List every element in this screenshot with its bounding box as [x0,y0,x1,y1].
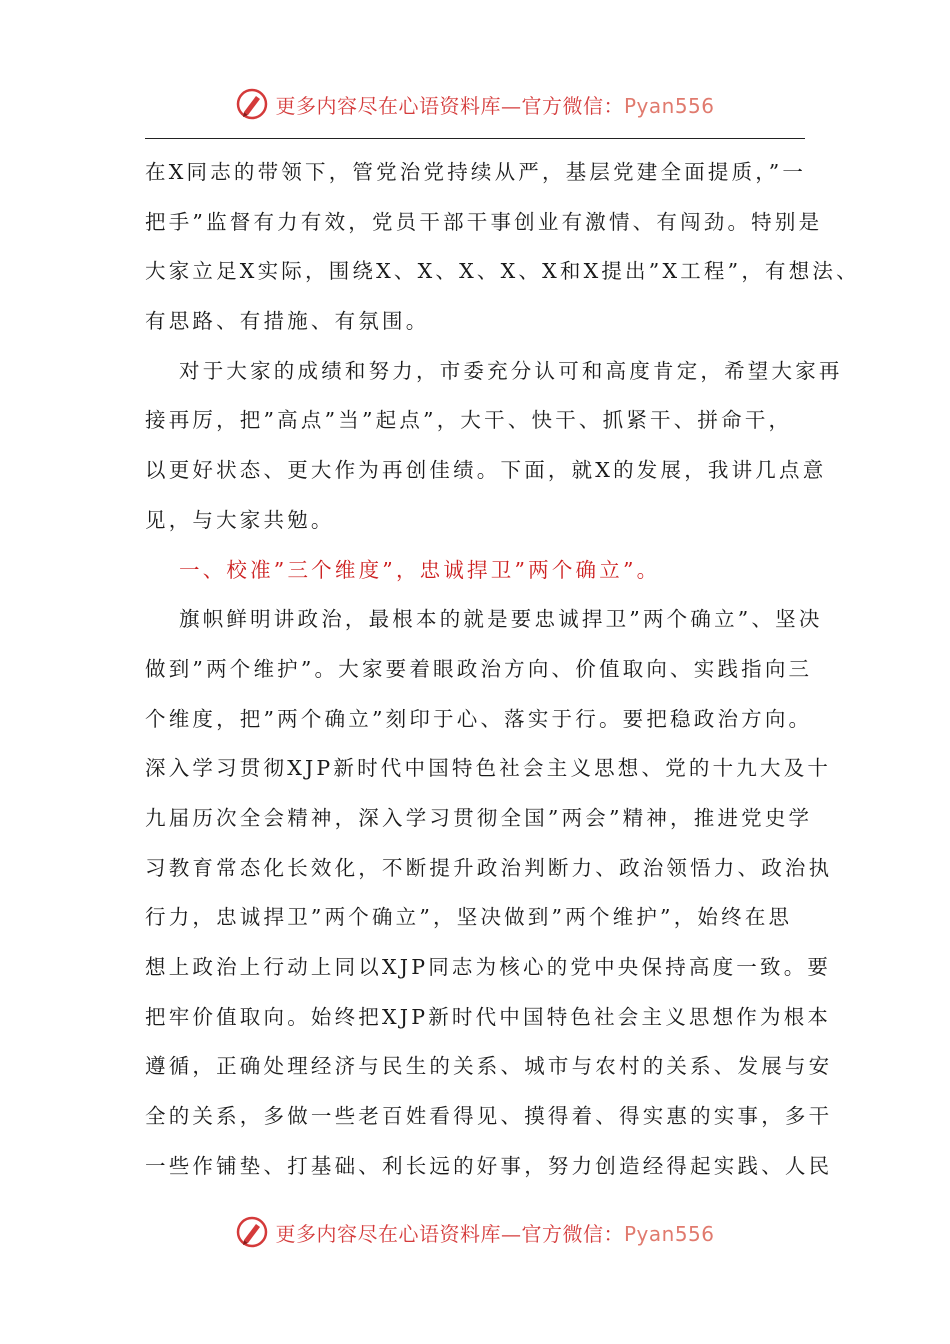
paragraph-line: 对于大家的成绩和努力，市委充分认可和高度肯定，希望大家再 [179,358,843,383]
paragraph-line: 一些作铺垫、打基础、利长远的好事，努力创造经得起实践、人民 [145,1153,833,1178]
paragraph-line: 以更好状态、更大作为再创佳绩。下面，就X的发展，我讲几点意 [145,458,827,483]
header-wechat-label: 官方微信： [521,93,624,118]
paragraph-line: 有思路、有措施、有氛围。 [145,309,430,334]
paragraph-line: 深入学习贯彻XJP新时代中国特色社会主义思想、党的十九大及十 [145,756,832,781]
pen-logo-icon [235,1215,269,1249]
pen-logo-icon [235,87,269,121]
paragraph-line: 想上政治上行动上同以XJP同志为核心的党中央保持高度一致。要 [145,955,832,979]
paragraph-line: 遵循，正确处理经济与民生的关系、城市与农村的关系、发展与安 [145,1054,833,1079]
footer-wechat-id: Pyan556 [623,1221,715,1246]
footer-banner [0,1210,950,1254]
footer-wechat-label: 官方微信： [521,1221,624,1246]
paragraph-line: 见，与大家共勉。 [145,507,335,532]
section-heading: 一、校准”三个维度”，忠诚捍卫”两个确立”。 [179,557,661,582]
header-wechat-id: Pyan556 [623,93,715,118]
paragraph-line: 把手”监督有力有效，党员干部干事创业有激情、有闯劲。特别是 [145,209,823,234]
header-dash: — [500,93,522,118]
paragraph-line: 做到”两个维护”。大家要着眼政治方向、价值取向、实践指向三 [145,656,813,681]
header-site-name: 更多内容尽在心语资料库 [275,93,501,118]
paragraph-line: 把牢价值取向。始终把XJP新时代中国特色社会主义思想作为根本 [145,1004,832,1029]
paragraph-line: 行力，忠诚捍卫”两个确立”，坚决做到”两个维护”，始终在思 [145,905,793,930]
header-banner [0,82,950,126]
paragraph-line: 全的关系，多做一些老百姓看得见、摸得着、得实惠的实事，多干 [145,1104,833,1129]
paragraph-line: 大家立足X实际，围绕X、X、X、X、X和X提出”X工程”，有想法、 [145,259,860,284]
paragraph-line: 九届历次全会精神，深入学习贯彻全国”两会”精神，推进党史学 [145,805,813,830]
paragraph-line: 个维度，把”两个确立”刻印于心、落实于行。要把稳政治方向。 [145,706,813,731]
footer-banner-text [275,1218,714,1247]
paragraph-line: 接再厉，把”高点”当”起点”，大干、快干、抓紧干、拼命干， [145,408,793,433]
footer-dash: — [500,1221,522,1246]
footer-site-name: 更多内容尽在心语资料库 [275,1221,501,1246]
header-divider [145,138,805,139]
paragraph-line: 在X同志的带领下，管党治党持续从严，基层党建全面提质，”一 [145,160,807,184]
paragraph-line: 习教育常态化长效化，不断提升政治判断力、政治领悟力、政治执 [145,855,833,880]
header-banner-text [275,90,714,119]
document-body [145,148,860,1191]
paragraph-line: 旗帜鲜明讲政治，最根本的就是要忠诚捍卫”两个确立”、坚决 [179,607,823,632]
